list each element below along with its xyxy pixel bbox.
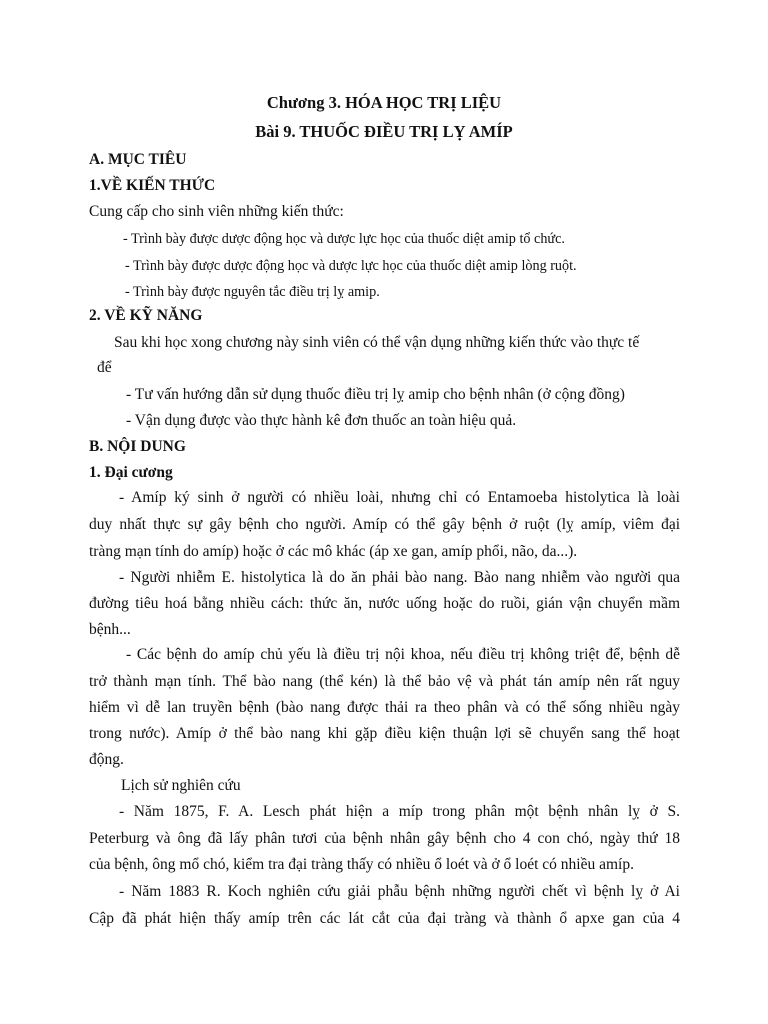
paragraph-line: duy nhất thực sự gây bệnh cho người. Amíp có thể gây bệnh ở ruột (lỵ amíp, viêm đại	[89, 516, 680, 533]
paragraph-line: - Amíp ký sinh ở người có nhiều loài, nhưng chỉ có Entamoeba histolytica là loài	[119, 489, 680, 506]
paragraph-line: - Năm 1875, F. A. Lesch phát hiện a míp trong phân một bệnh nhân lỵ ở S.	[119, 803, 680, 820]
paragraph-line: - Các bệnh do amíp chủ yếu là điều trị nội khoa, nếu điều trị không triệt để, bệnh dễ	[126, 646, 680, 663]
skills-intro: Sau khi học xong chương này sinh viên có thể vận dụng những kiến thức vào thực tế	[114, 334, 640, 351]
lesson-title: Bài 9. THUỐC ĐIỀU TRỊ LỴ AMÍP	[255, 122, 513, 141]
knowledge-item: - Trình bày được dược động học và dược lực học của thuốc diệt amip lòng ruột.	[125, 258, 577, 274]
section-a-heading: A. MỤC TIÊU	[89, 151, 187, 168]
knowledge-heading: 1.VỀ KIẾN THỨC	[89, 177, 216, 194]
paragraph-line: tràng mạn tính do amíp) hoặc ở các mô khác (áp xe gan, amíp phổi, não, da...).	[89, 543, 578, 560]
section-b-heading: B. NỘI DUNG	[89, 438, 186, 455]
skills-intro-cont: để	[97, 359, 112, 376]
paragraph-line: trong nước). Amíp ở thể bào nang khi gặp điều kiện thuận lợi sẽ chuyển sang thể hoạt	[89, 725, 680, 742]
paragraph-line: hiểm vì dễ lan truyền bệnh (bào nang được thải ra theo phân và có thể sống nhiều ngày	[89, 699, 680, 716]
paragraph-line: - Người nhiễm E. histolytica là do ăn phải bào nang. Bào nang nhiễm vào người qua	[119, 569, 680, 586]
paragraph-line: động.	[89, 751, 124, 768]
paragraph-line: - Năm 1883 R. Koch nghiên cứu giải phẫu bệnh những người chết vì bệnh lỵ ở Ai	[119, 883, 680, 900]
skills-item: - Tư vấn hướng dẫn sử dụng thuốc điều trị lỵ amip cho bệnh nhân (ở cộng đồng)	[126, 386, 625, 403]
overview-heading: 1. Đại cương	[89, 464, 173, 481]
knowledge-item: - Trình bày được nguyên tắc điều trị lỵ amip.	[125, 284, 380, 300]
history-heading: Lịch sử nghiên cứu	[121, 777, 241, 794]
paragraph-line: đường tiêu hoá bằng nhiều cách: thức ăn, nước uống hoặc do ruồi, gián vận chuyển mầm	[89, 595, 680, 612]
paragraph-line: bệnh...	[89, 621, 131, 638]
paragraph-line: trở thành mạn tính. Thể bào nang (thể kén) là thể bảo vệ và phát tán amíp nên rất nguy	[89, 673, 680, 690]
skills-heading: 2. VỀ KỸ NĂNG	[89, 307, 203, 324]
paragraph-line: Cập đã phát hiện thấy amíp trên các lát cắt của đại tràng và thành ổ apxe gan của 4	[89, 910, 680, 927]
skills-item: - Vận dụng được vào thực hành kê đơn thuốc an toàn hiệu quả.	[126, 412, 517, 429]
chapter-title: Chương 3. HÓA HỌC TRỊ LIỆU	[266, 93, 502, 112]
knowledge-item: - Trình bày được dược động học và dược lực học của thuốc diệt amip tổ chức.	[123, 231, 565, 247]
paragraph-line: Peterburg và ông đã lấy phân tươi của bệnh nhân gây bệnh cho 4 con chó, ngày thứ 18	[89, 830, 680, 847]
knowledge-intro: Cung cấp cho sinh viên những kiến thức:	[89, 203, 344, 220]
paragraph-line: của bệnh, ông mổ chó, kiểm tra đại tràng thấy có nhiều ổ loét và ở ổ loét có nhiều amíp.	[89, 856, 634, 873]
